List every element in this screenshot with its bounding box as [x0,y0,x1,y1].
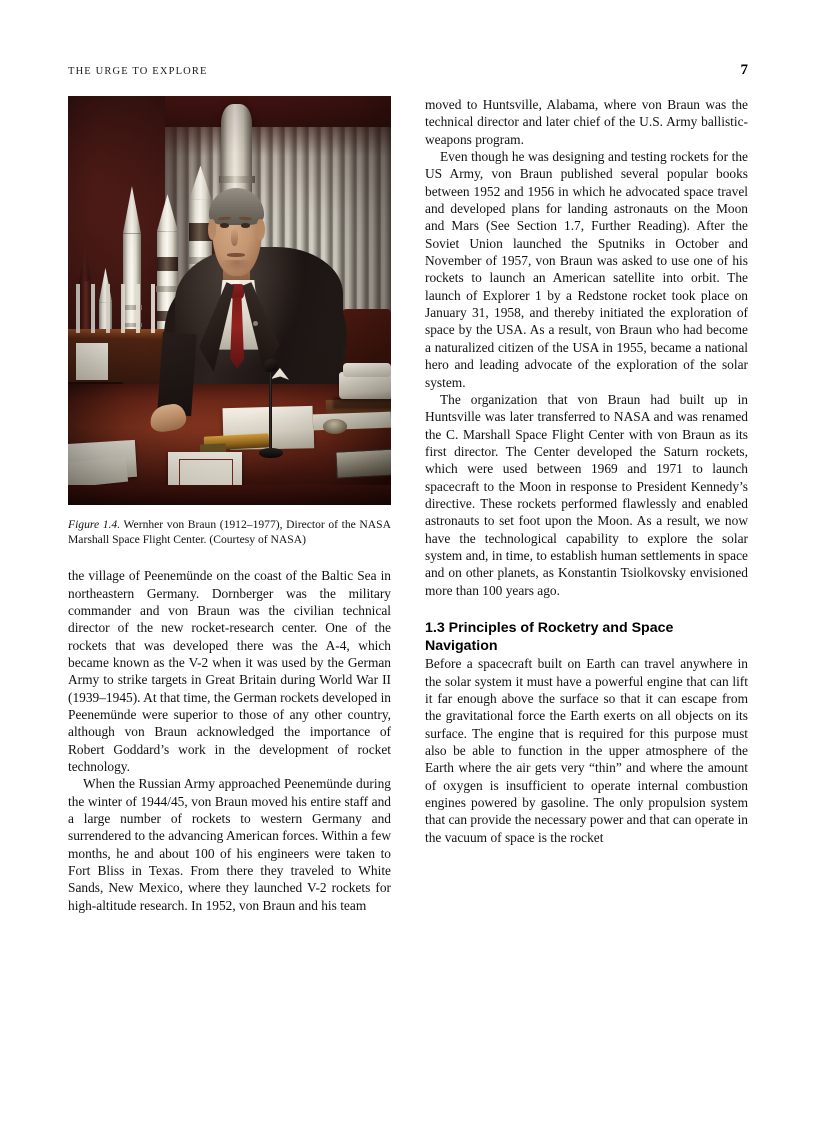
running-title: THE URGE TO EXPLORE [68,66,208,77]
paragraph: When the Russian Army approached Peenemünde during the winter of 1944/45, von Braun moved his entire staff and a large number of rockets to western Germany and surrendered to the advancing American forces. Within a few months, he and about 100 of his engineers were taken to Fort Bliss in Texas. From there they traveled to White Sands, New Mexico, where they launched V-2 rockets for high-altitude research. In 1952, von Braun and his team [68,776,391,913]
figure-caption-label: Figure 1.4. [68,518,121,531]
section-heading-1-3: 1.3 Principles of Rocketry and Space Navigation [425,619,674,654]
running-head [68,62,748,78]
paragraph: Before a spacecraft built on Earth can travel anywhere in the solar system it must have a powerful engine that can lift it far enough above the surface so that it can escape from the gravitational force the Earth exerts on all objects on its surface. The engine that is required for this purpose must also be able to function in the upper atmosphere of the Earth where the air gets very “thin” and where the amount of oxygen is insufficient to operate internal combustion engines powered by gasoline. The only propulsion system that can provide the necessary power and that can operate in the vacuum of space is the rocket [425,656,748,845]
paragraph: Even though he was designing and testing rockets for the US Army, von Braun published several popular books between 1952 and 1956 in which he advocated space travel and developed plans for landing astronauts on the Moon and Mars (See Section 1.7, Further Reading). After the Soviet Union launched the Sputniks in October and November of 1957, von Braun was asked to use one of his rockets to launch an American satellite into orbit. The launch of Explorer 1 by a Redstone rocket took place on January 31, 1958, and thereby initiated the exploration of space by the USA. As a result, von Braun who had become a naturalized citizen of the USA in 1955, became a national hero and leading advocate of the exploration of the solar system. [425,149,748,390]
left-column [68,96,391,914]
paragraph: the village of Peenemünde on the coast of the Baltic Sea in northeastern Germany. Dornberger was the military commander and von Braun was the civilian technical director of the new rocket-research center. One of the rockets that was developed there was the A-4, which became known as the V-2 when it was used by the German Army to strike targets in Great Britain during World War II (1939–1945). At that time, the German rockets developed in Peenemünde were superior to those of any other country, although von Braun acknowledged the importance of Robert Goddard’s work in the development of rocket technology. [68,568,391,774]
paragraph: moved to Huntsville, Alabama, where von Braun was the technical director and later chief of the U.S. Army ballistic-weapons program. [425,97,748,147]
paragraph: The organization that von Braun had built up in Huntsville was later transferred to NASA and was renamed the C. Marshall Space Flight Center with von Braun as its first director. The Center developed the Saturn rockets, which were used between 1969 and 1971 to launch spacecraft to the Moon in response to President Kennedy’s directive. These rockets performed flawlessly and enabled astronauts to set foot upon the Moon. As a result, we now have the technological capability to explore the solar system and, in time, to establish human settlements in space and on other planets, as Konstantin Tsiolkovsky envisioned more than 100 years ago. [425,391,748,598]
page-number: 7 [740,62,748,78]
figure-1-4 [68,96,391,547]
left-column-body [68,567,391,914]
right-column [425,96,748,846]
figure-caption-text: Wernher von Braun (1912–1977), Director of the NASA Marshall Space Flight Center. (Courtesy of NASA) [68,518,391,546]
photo-von-braun [68,96,391,505]
figure-caption [68,518,391,547]
photo-vignette [68,96,391,505]
